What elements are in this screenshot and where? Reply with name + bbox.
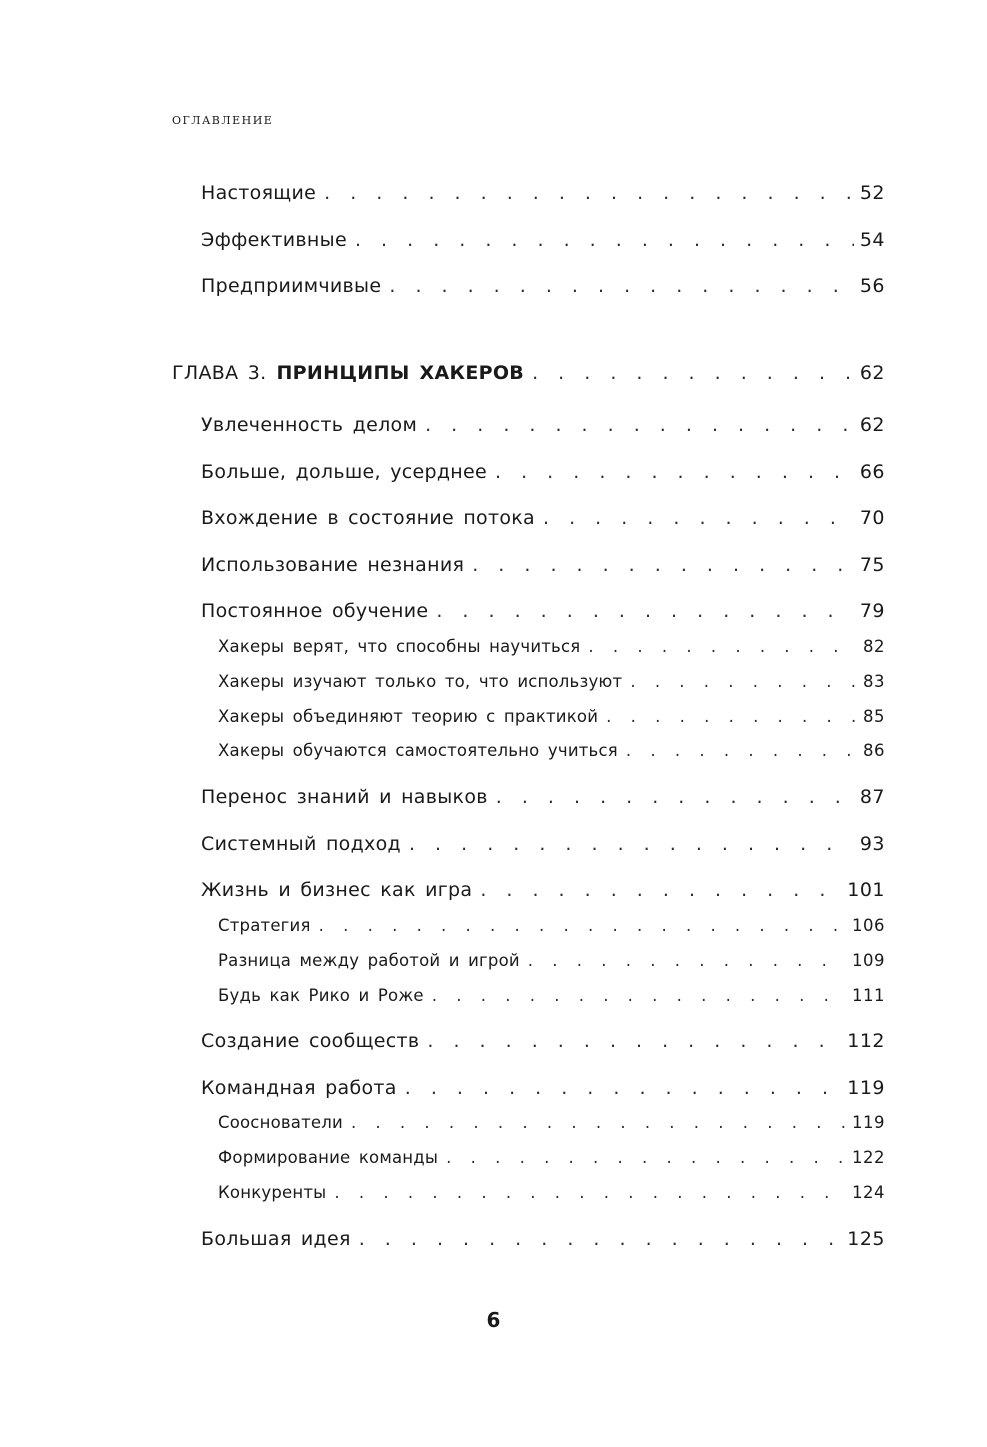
toc-leader-dots: [543, 505, 854, 531]
toc-entry-page: 54: [859, 229, 885, 251]
toc-entry-page: 112: [847, 1030, 885, 1052]
toc-leader-dots: [319, 914, 846, 938]
toc-leader-dots: [472, 552, 854, 578]
toc-leader-dots: [324, 180, 854, 206]
toc-entry-page: 87: [859, 786, 885, 808]
toc-entry[interactable]: [201, 227, 885, 253]
toc-entry-title: Больше, дольше, усерднее: [201, 461, 487, 483]
toc-entry[interactable]: [201, 784, 885, 810]
toc-entry-title: Будь как Рико и Роже: [218, 986, 424, 1005]
toc-entry-title: Системный подход: [201, 833, 401, 855]
toc-entry-page: 85: [863, 707, 885, 726]
toc-leader-dots: [436, 598, 853, 624]
toc-entry-title: Конкуренты: [218, 1183, 327, 1202]
toc-leader-dots: [359, 1226, 842, 1252]
toc-entry[interactable]: [201, 552, 885, 578]
chapter-page: 62: [859, 362, 885, 384]
toc-leader-dots: [355, 227, 854, 253]
toc-entry-page: 93: [859, 833, 885, 855]
toc-entry-page: 70: [859, 507, 885, 529]
toc-entry-page: 62: [859, 414, 885, 436]
toc-entry-title: Создание сообществ: [201, 1030, 420, 1052]
chapter-label: ГЛАВА 3.: [172, 362, 267, 384]
toc-subentry[interactable]: [218, 914, 885, 938]
toc-entry-title: Эффективные: [201, 229, 347, 251]
toc-entry-page: 83: [863, 672, 885, 691]
running-head: оглавление: [172, 110, 274, 128]
toc-leader-dots: [532, 360, 854, 386]
toc-entry-title: Хакеры объединяют теорию с практикой: [218, 707, 599, 726]
toc-entry-page: 82: [863, 637, 885, 656]
toc-entry-title: Предприимчивые: [201, 275, 382, 297]
toc-entry[interactable]: [201, 831, 885, 857]
toc-entry-page: 119: [847, 1077, 885, 1099]
toc-entry[interactable]: [201, 877, 885, 903]
toc-entry[interactable]: [201, 1075, 885, 1101]
toc-entry[interactable]: [201, 180, 885, 206]
toc-entry-page: 125: [847, 1228, 885, 1250]
toc-leader-dots: [427, 1028, 841, 1054]
toc-leader-dots: [495, 459, 854, 485]
toc-entry[interactable]: [201, 1226, 885, 1252]
toc-entry-page: 79: [859, 600, 885, 622]
toc-subentry[interactable]: [218, 949, 885, 973]
toc-leader-dots: [480, 877, 841, 903]
toc-subentry[interactable]: [218, 705, 885, 729]
toc-entry-title: Большая идея: [201, 1228, 351, 1250]
toc-leader-dots: [351, 1111, 846, 1135]
toc-subentry[interactable]: [218, 1146, 885, 1170]
toc-entry-page: 86: [863, 741, 885, 760]
toc-entry-page: 111: [852, 986, 885, 1005]
toc-entry-title: Командная работа: [201, 1077, 397, 1099]
toc-entry[interactable]: [201, 273, 885, 299]
toc-entry[interactable]: [201, 1028, 885, 1054]
toc-entry-title: Хакеры верят, что способны научиться: [218, 637, 581, 656]
toc-subentry[interactable]: [218, 984, 885, 1008]
toc-entry-title: Формирование команды: [218, 1148, 439, 1167]
toc-entry-title: Использование незнания: [201, 554, 465, 576]
toc-entry-page: 106: [852, 916, 885, 935]
toc-entry-page: 124: [852, 1183, 885, 1202]
toc-entry-page: 122: [852, 1148, 885, 1167]
toc-leader-dots: [405, 1075, 841, 1101]
toc-entry-page: 75: [859, 554, 885, 576]
toc-entry[interactable]: [201, 598, 885, 624]
toc-entry-title: Хакеры обучаются самостоятельно учиться: [218, 741, 618, 760]
toc-leader-dots: [630, 670, 857, 694]
toc-leader-dots: [389, 273, 853, 299]
toc-leader-dots: [528, 949, 846, 973]
toc-subentry[interactable]: [218, 1111, 885, 1135]
toc-entry-page: 52: [859, 182, 885, 204]
page-number: 6: [486, 1308, 501, 1332]
toc-entry-title: Жизнь и бизнес как игра: [201, 879, 473, 901]
toc-leader-dots: [432, 984, 846, 1008]
toc-entry[interactable]: [201, 505, 885, 531]
toc-leader-dots: [626, 739, 857, 763]
toc-entry-page: 66: [859, 461, 885, 483]
toc-leader-dots: [334, 1181, 846, 1205]
chapter-title: ПРИНЦИПЫ ХАКЕРОВ: [276, 362, 525, 384]
toc-entry-page: 101: [847, 879, 885, 901]
toc-entry-page: 119: [852, 1113, 885, 1132]
toc-entry-title: Постоянное обучение: [201, 600, 429, 622]
toc-leader-dots: [588, 635, 857, 659]
toc-entry-title: Стратегия: [218, 916, 311, 935]
toc-entry-title: Сооснователи: [218, 1113, 343, 1132]
toc-subentry[interactable]: [218, 1181, 885, 1205]
toc-entry-title: Увлеченность делом: [201, 414, 418, 436]
toc-subentry[interactable]: [218, 670, 885, 694]
toc-entry-title: Хакеры изучают только то, что используют: [218, 672, 623, 691]
toc-entry-page: 109: [852, 951, 885, 970]
toc-entry-title: Настоящие: [201, 182, 317, 204]
toc-leader-dots: [446, 1146, 846, 1170]
toc-entry[interactable]: [201, 459, 885, 485]
toc-subentry[interactable]: [218, 739, 885, 763]
toc-chapter-heading[interactable]: [172, 360, 885, 386]
toc-entry-title: Разница между работой и игрой: [218, 951, 520, 970]
toc-entry-title: Перенос знаний и навыков: [201, 786, 488, 808]
toc-subentry[interactable]: [218, 635, 885, 659]
toc-entry[interactable]: [201, 412, 885, 438]
toc-entry-title: Вхождение в состояние потока: [201, 507, 535, 529]
toc-leader-dots: [496, 784, 854, 810]
toc-leader-dots: [425, 412, 854, 438]
toc-leader-dots: [606, 705, 857, 729]
toc-leader-dots: [409, 831, 854, 857]
toc-entry-page: 56: [859, 275, 885, 297]
